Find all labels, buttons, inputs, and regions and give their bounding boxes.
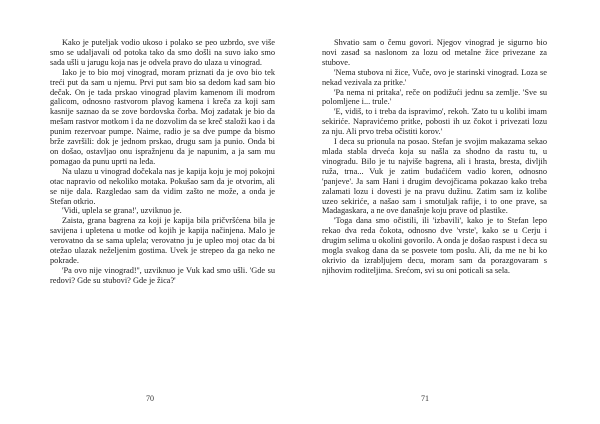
left-paragraph-2: Iako je to bio moj vinograd, moram priznati da je ovo bio tek treći put da sam u njemu. Prvi put sam bio sa dedom kad sam bio dečak. On je tada prskao vinograd plavim kamenom ili modrom galicom, odnosno rastvorom plavog kamena i kreča za koji sam kasnije saznao da se zove bordovska čorba. Moj zadatak je bio da mešam rastvor motkom i da ne dozvolim da se kreč staloži kao i da punim rezervoar pumpe. Naime, radio je sa dve pumpe da bismo brže završili: dok je jednom prskao, drugu sam ja punio. Onda bi on došao, ostavljao onu ispražnjenu da je napunim, a ja sam mu pomagao da punu uprti na leđa. xyxy=(50,67,275,166)
left-paragraph-3: Na ulazu u vinograd dočekala nas je kapija koju je moj pokojni otac napravio od nekoliko motaka. Pokušao sam da je otvorim, ali se nije dala. Razgledao sam da vidim zašto ne može, a onda je Stefan otkrio. xyxy=(50,166,275,206)
left-page-number: 70 xyxy=(146,394,154,403)
left-page xyxy=(50,38,275,286)
right-paragraph-6: 'Toga dana smo očistili, ili 'izbavili', kako je to Stefan lepo rekao dva reda čokota, odnosno dve 'vrste', kako se u Cerju i drugim selima u okolini govorilo. A onda je došao raspust i deca su mogla svakog dana da se posvete tom poslu. Ali, da me ne bi ko okrivio da izrabljujem decu, moram sam da porazgovaram s njihovim roditeljima. Srećom, svi su oni poticali sa sela. xyxy=(322,216,547,275)
right-page xyxy=(322,38,547,276)
left-paragraph-5: Zaista, grana bagrena za koji je kapija bila pričvršćena bila je savijena i upletena u motke od kojih je kapija načinjena. Malo je verovatno da se sama uplela; verovatno ju je upleo moj otac da bi otežao ulazak neželjenim gostima. Uvek je strepeo da ga neko ne pokrade. xyxy=(50,216,275,265)
right-paragraph-5: I deca su prionula na posao. Stefan je svojim makazama sekao mlada stabla drveća koja su našla za shodno da rastu tu, u vinogradu. Bilo je tu najviše bagrena, ali i hrasta, bresta, divljih ruža, trna... Vuk je zatim budaćićem vadio koren, odnosno 'panjeve'. Ja sam Hani i drugim devojčicama pokazao kako treba zalamati lozu i dovesti je na pravu dužinu. Zatim sam iz kolibe uzeo sekiriće, a našao sam i smotuljak rafije, i to one prave, sa Madagaskara, a ne ove današnje koju prave od plastike. xyxy=(322,137,547,216)
right-paragraph-4: 'E, vidiš, to i treba da ispravimo', rekoh. 'Zato tu u kolibi imam sekiriće. Napravićemo pritke, pobosti ih uz čokot i privezati lozu za nju. Ali prvo treba očistiti korov.' xyxy=(322,107,547,137)
right-paragraph-3: 'Pa nema ni pritaka', reče on podižući jednu sa zemlje. 'Sve su polomljene i... trule.' xyxy=(322,87,547,107)
left-paragraph-1: Kako je puteljak vodio ukoso i polako se peo uzbrdo, sve više smo se udaljavali od potoka tako da smo došli na suvo iako smo sada ušli u jarugu koja nas je odvela pravo do ulaza u vinograd. xyxy=(50,38,275,67)
left-paragraph-4: 'Vidi, uplela se grana!', uzviknuo je. xyxy=(62,206,182,216)
left-paragraph-6: 'Pa ovo nije vinograd!'', uzviknuo je Vuk kad smo ušli. 'Gde su redovi? Gde su stubovi? Gde je žica?' xyxy=(50,265,275,285)
right-paragraph-2: 'Nema stubova ni žice, Vuče, ovo je starinski vinograd. Loza se nekad vezivala za pritke.' xyxy=(322,67,547,87)
right-page-number: 71 xyxy=(421,394,429,403)
right-paragraph-1: Shvatio sam o čemu govori. Njegov vinograd je sigurno bio novi zasađ sa naslonom za lozu od metalne žice privezane za stubove. xyxy=(322,38,547,67)
